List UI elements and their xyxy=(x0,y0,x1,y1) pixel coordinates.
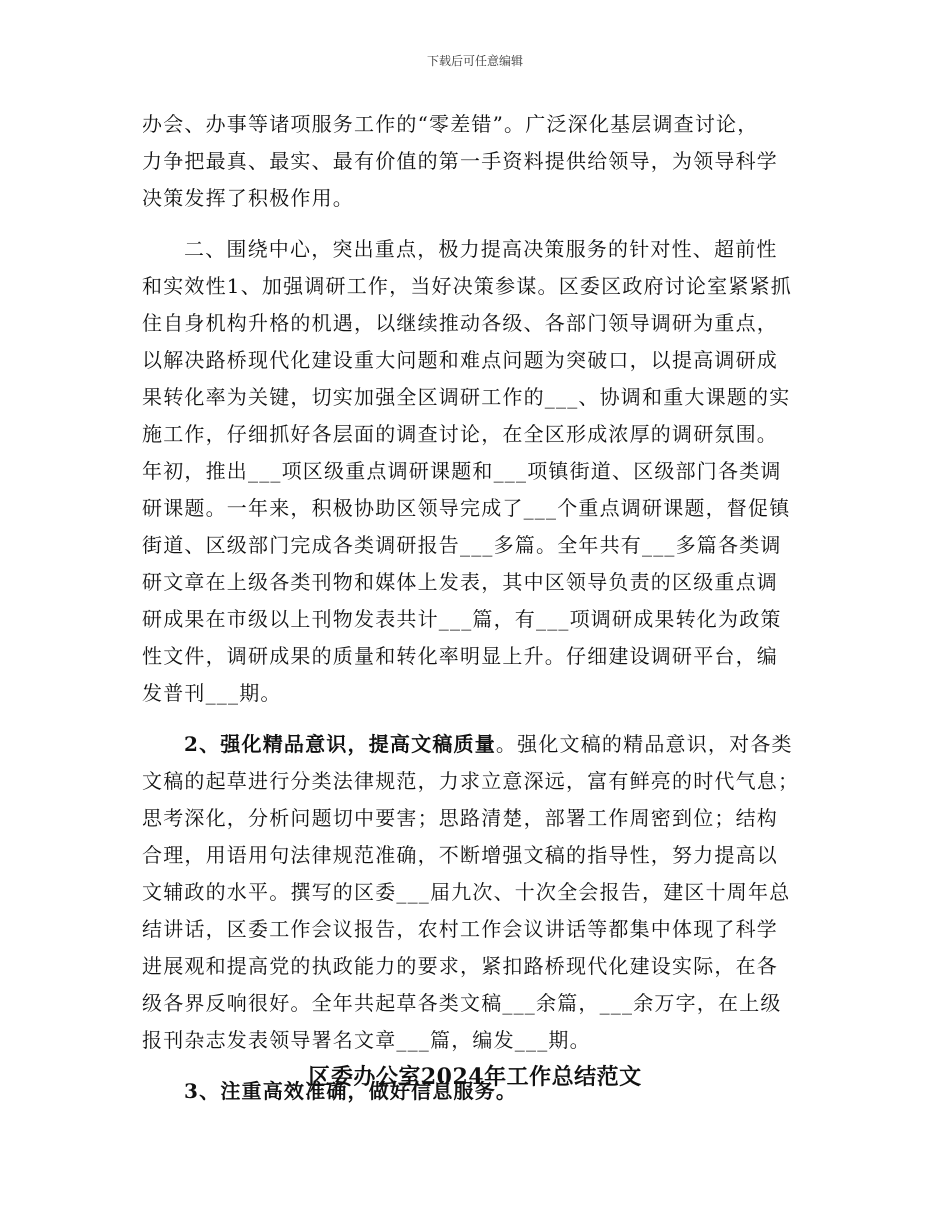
text-line: 果转化率为关键，切实加强全区调研工作的___、协调和重大课题的实 xyxy=(142,385,791,409)
text-line: 年初，推出___项区级重点调研课题和___项镇街道、区级部门各类调 xyxy=(142,459,782,483)
text-line: 街道、区级部门完成各类调研报告___多篇。全年共有___多篇各类调 xyxy=(142,533,782,557)
document-title: 区委办公室2024年工作总结范文 xyxy=(308,1064,642,1090)
text-line: 级各界反响很好。全年共起草各类文稿___余篇，___余万字，在上级 xyxy=(142,991,782,1015)
text-line: 思考深化，分析问题切中要害；思路清楚，部署工作周密到位；结构 xyxy=(142,806,778,830)
paragraph-2 xyxy=(142,231,822,712)
text-line xyxy=(142,726,822,763)
text-line: 研课题。一年来，积极协助区领导完成了___个重点调研课题，督促镇 xyxy=(142,496,791,520)
text-line: 研文章在上级各类刊物和媒体上发表，其中区领导负责的区级重点调 xyxy=(142,570,778,594)
text-line: 性文件，调研成果的质量和转化率明显上升。仔细建设调研平台，编 xyxy=(142,644,778,668)
text-line: 文辅政的水平。撰写的区委___届九次、十次全会报告，建区十周年总 xyxy=(142,880,791,904)
text-line: 发普刊___期。 xyxy=(142,681,282,705)
text-line: 二、围绕中心，突出重点，极力提高决策服务的针对性、超前性 xyxy=(184,237,778,261)
text-line: 和实效性1、加强调研工作，当好决策参谋。区委区政府讨论室紧紧抓 xyxy=(142,274,792,298)
text-line: 报刊杂志发表领导署名文章___篇，编发___期。 xyxy=(142,1028,591,1052)
text-line: 以解决路桥现代化建设重大问题和难点问题为突破口，以提高调研成 xyxy=(142,348,778,372)
text-line: 施工作，仔细抓好各层面的调查讨论，在全区形成浓厚的调研氛围。 xyxy=(142,422,778,446)
section-heading: 3、注重高效准确，做好信息服务。 xyxy=(184,1079,518,1103)
text-span: 。强化文稿的精品意识，对各类 xyxy=(495,732,793,756)
text-line: 合理，用语用句法律规范准确，不断增强文稿的指导性，努力提高以 xyxy=(142,843,778,867)
text-line: 文稿的起草进行分类法律规范，力求立意深远，富有鲜亮的时代气息； xyxy=(142,769,800,793)
text-line: 力争把最真、最实、最有价值的第一手资料提供给领导，为领导科学 xyxy=(142,149,778,173)
text-line: 结讲话，区委工作会议报告，农村工作会议讲话等都集中体现了科学 xyxy=(142,917,778,941)
document-body xyxy=(142,106,822,1110)
paragraph-3 xyxy=(142,726,822,1059)
text-line: 研成果在市级以上刊物发表共计___篇，有___项调研成果转化为政策 xyxy=(142,607,782,631)
text-line: 进展观和提高党的执政能力的要求，紧扣路桥现代化建设实际，在各 xyxy=(142,954,778,978)
text-line: 决策发挥了积极作用。 xyxy=(142,186,354,210)
section-heading: 2、强化精品意识，提高文稿质量 xyxy=(184,732,496,756)
text-line: 住自身机构升格的机遇，以继续推动各级、各部门领导调研为重点， xyxy=(142,311,778,335)
paragraph-1 xyxy=(142,106,822,217)
page-header: 下载后可任意编辑 xyxy=(426,54,523,68)
text-line: 办会、办事等诸项服务工作的“零差错”。广泛深化基层调查讨论， xyxy=(142,112,759,136)
